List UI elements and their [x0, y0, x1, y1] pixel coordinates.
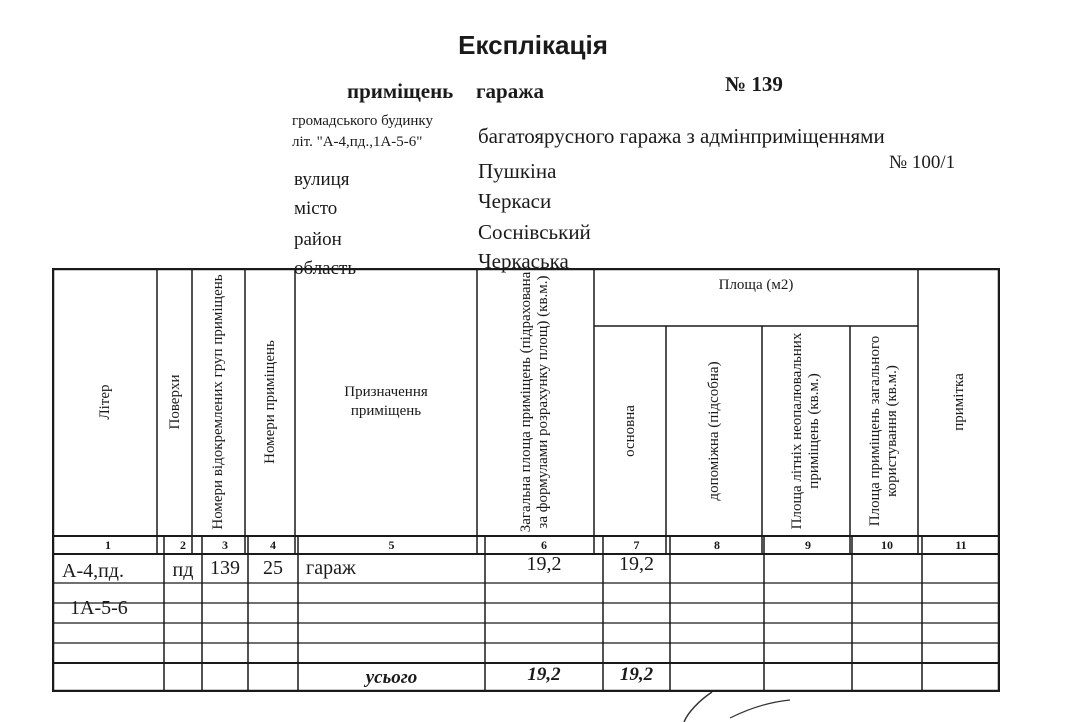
column-number: 3: [222, 537, 228, 552]
column-number: 7: [633, 537, 640, 552]
header-common: Площа приміщень загального користування (кв.м.): [867, 335, 900, 527]
column-number: 1: [105, 537, 111, 552]
region-label: область: [294, 258, 357, 279]
header-summer: Площа літніх неопалювальних приміщень (кв.м.): [789, 332, 822, 530]
total-area-value: 19,2: [527, 663, 561, 685]
header-group-numbers: Номери відокремлених груп приміщень: [209, 274, 226, 530]
cell-liter: 1А-5-6: [70, 596, 128, 619]
cell-liter: А-4,пд.: [62, 559, 124, 582]
column-number: 2: [180, 537, 186, 552]
header-area-group: Площа (м2): [718, 277, 794, 293]
building-type-value: багатоярусного гаража з адмінприміщеннями: [478, 124, 885, 148]
street-label: вулиця: [294, 169, 350, 190]
column-number: 5: [388, 537, 395, 552]
total-label: усього: [365, 666, 418, 688]
column-number: 10: [881, 537, 893, 552]
region-value: Черкаська: [478, 249, 569, 273]
document-title: Експлікація: [458, 30, 608, 60]
header-total-area: Загальна площа приміщень (підрахована за формулами розрахунку площ) (кв.м.): [518, 271, 551, 533]
city-value: Черкаси: [478, 189, 552, 213]
cell-floor: пд: [172, 558, 194, 581]
header-auxiliary: допоміжна (підсобна): [705, 361, 722, 501]
city-label: місто: [294, 198, 338, 219]
cell-total: 19,2: [526, 552, 562, 575]
building-liter-label: літ. "А-4,пд.,1А-5-6": [292, 134, 423, 150]
cell-group: 139: [210, 556, 240, 579]
column-number: 11: [955, 537, 967, 552]
explication-number: № 139: [725, 72, 783, 96]
total-main-value: 19,2: [619, 663, 654, 685]
house-number: № 100/1: [889, 152, 956, 173]
header-room-numbers: Номери приміщень: [261, 340, 278, 464]
header-floors: Поверхи: [166, 374, 183, 430]
explication-table: [52, 268, 1000, 692]
header-liter: Літер: [96, 384, 113, 420]
district-label: район: [294, 229, 342, 250]
column-number: 9: [805, 537, 811, 552]
subtitle-object: гаража: [476, 79, 544, 103]
header-note: примітка: [950, 373, 967, 431]
header-purpose-text: Призначення приміщень: [344, 384, 428, 419]
column-number: 6: [541, 537, 547, 552]
column-number: 4: [270, 537, 276, 552]
header-main: основна: [621, 405, 638, 457]
district-value: Соснівський: [478, 220, 591, 244]
cell-room: 25: [263, 556, 283, 579]
building-type-label: громадського будинку: [292, 113, 433, 129]
header-purpose: [295, 268, 477, 536]
street-value: Пушкіна: [478, 159, 557, 183]
cell-main: 19,2: [619, 552, 654, 575]
column-number: 8: [714, 537, 720, 552]
cell-purpose: гараж: [306, 556, 356, 579]
signature-mark: [660, 690, 800, 722]
subtitle-prefix: приміщень: [347, 79, 454, 103]
